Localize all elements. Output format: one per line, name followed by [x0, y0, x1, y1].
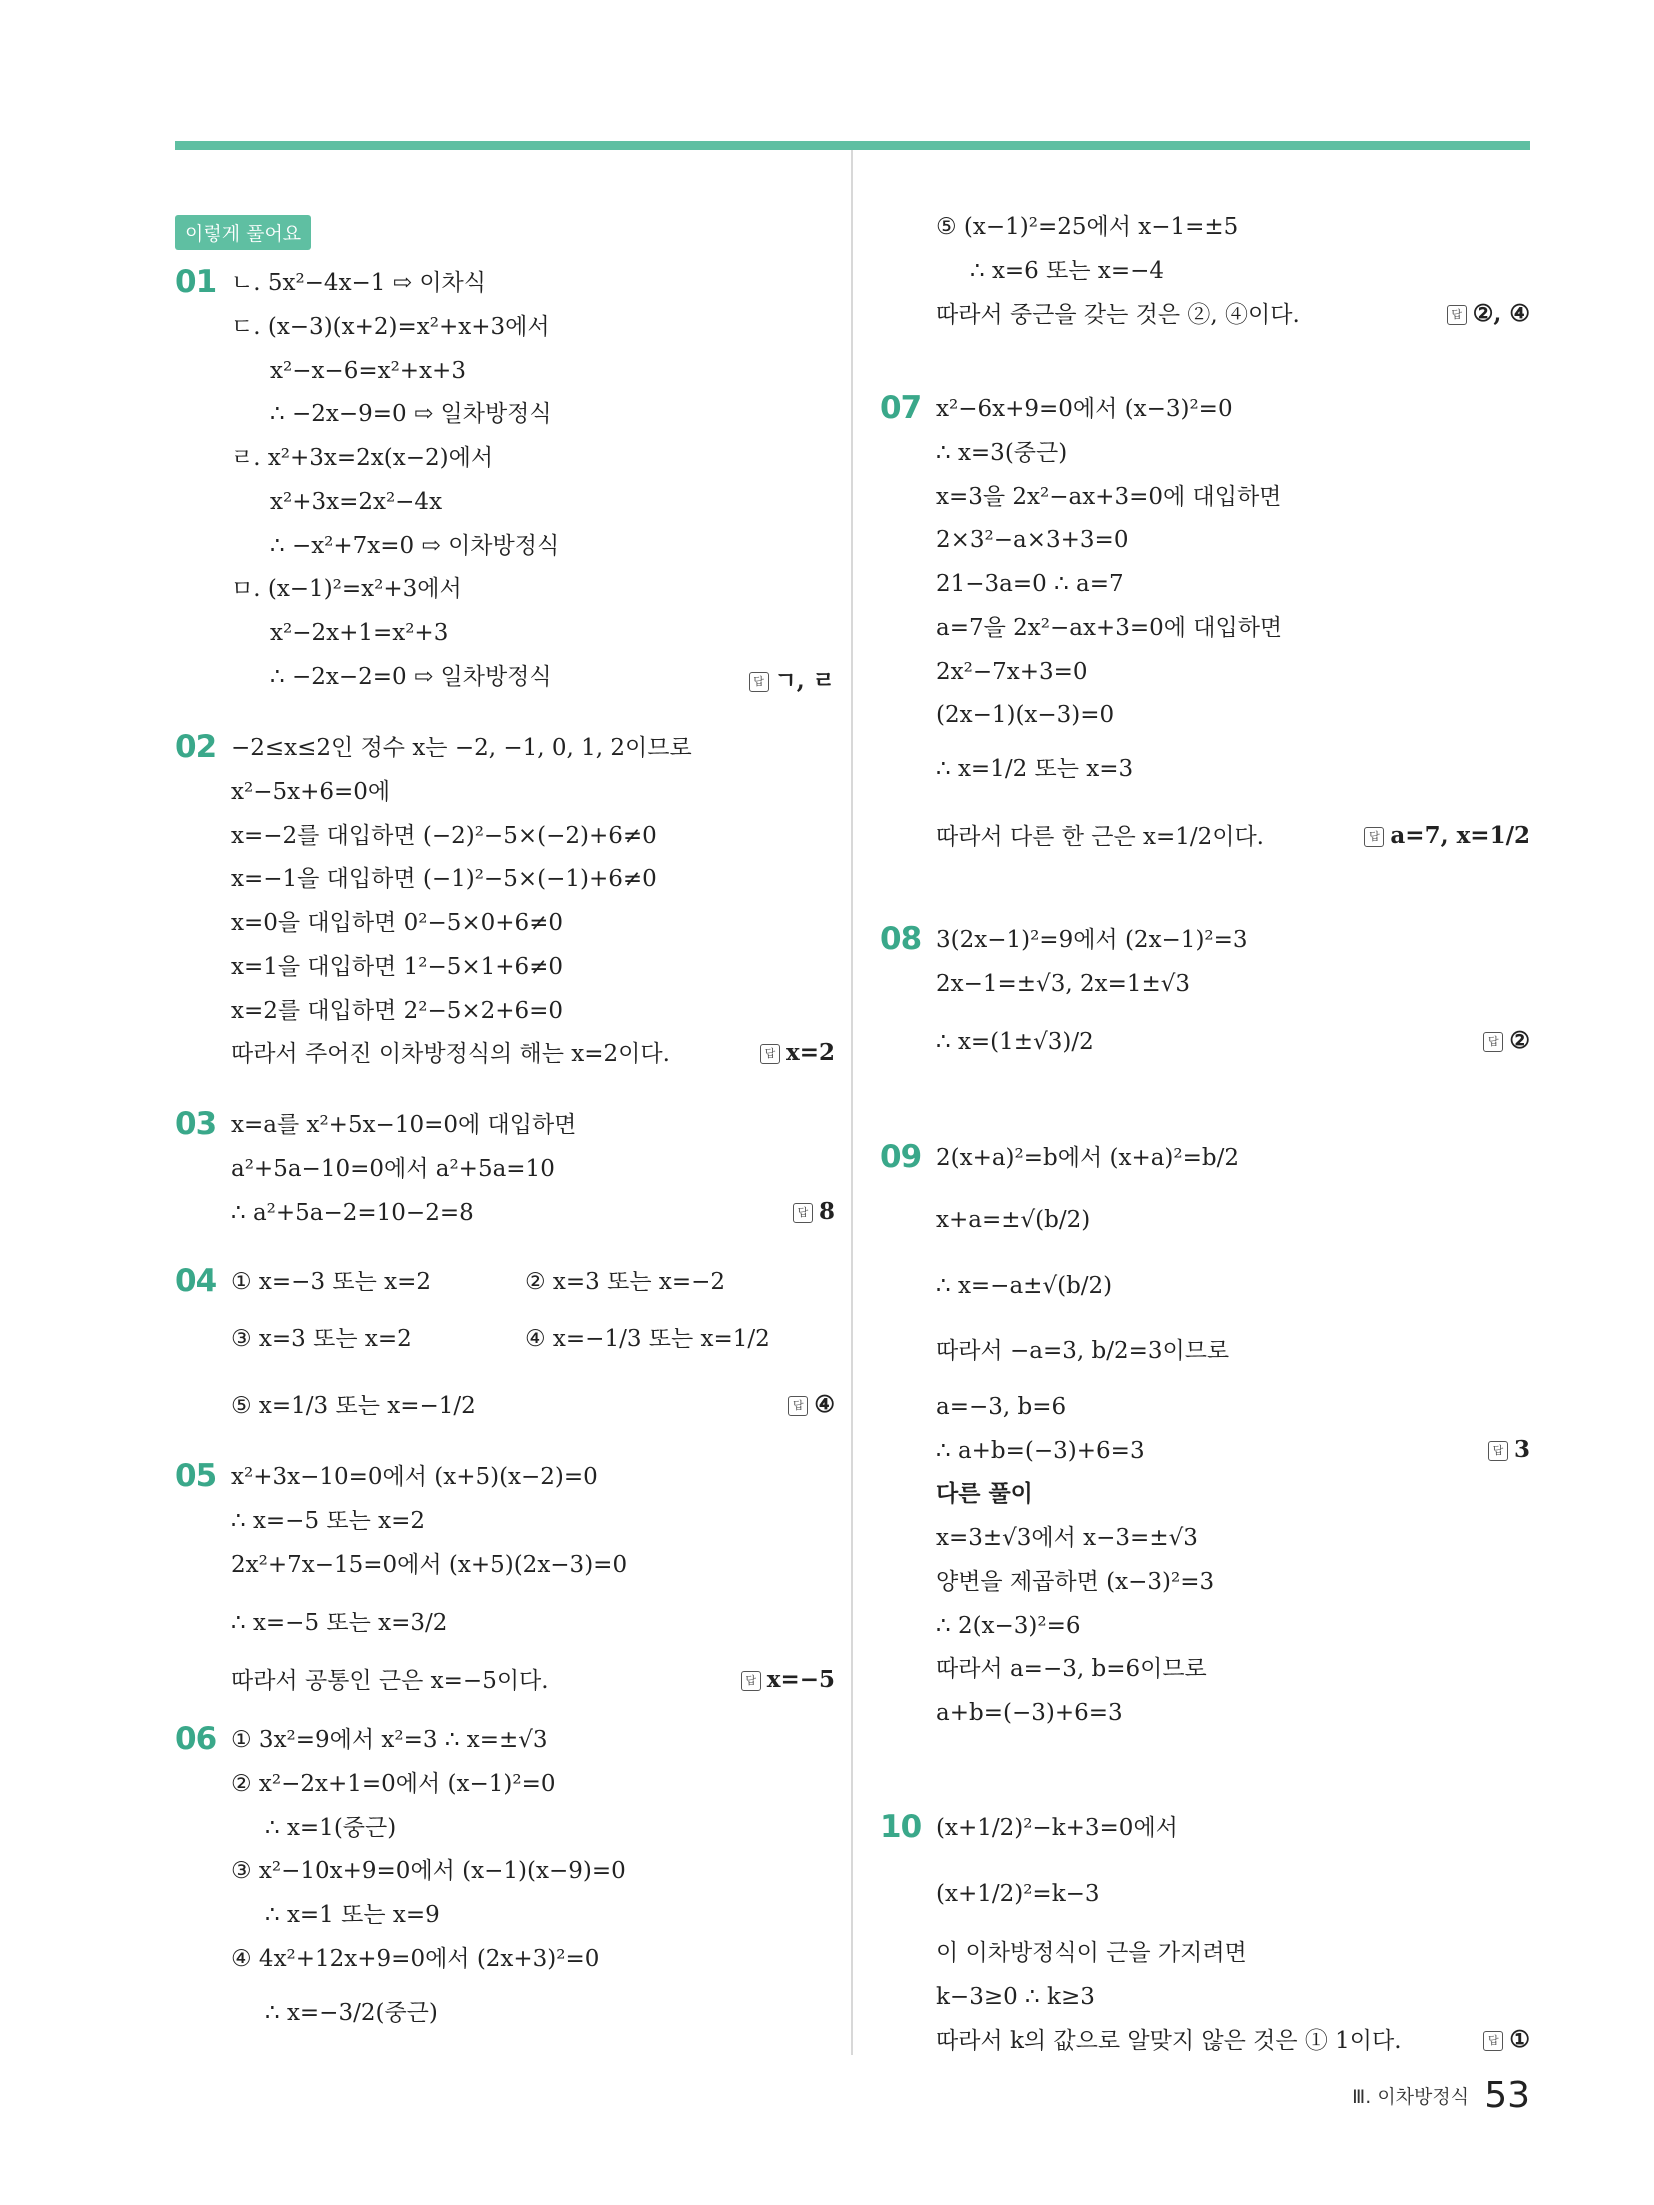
solution-line: ∴ x=1/2 또는 x=3: [936, 756, 1134, 782]
solution-line: (2x−1)(x−3)=0: [936, 702, 1115, 728]
solution-line: ② x=3 또는 x=−2: [525, 1269, 726, 1295]
top-accent-bar: [175, 141, 1530, 150]
solution-line: 21−3a=0 ∴ a=7: [936, 571, 1124, 597]
solution-line: 따라서 −a=3, b/2=3이므로: [936, 1338, 1230, 1364]
answer-box-icon: 답: [1483, 2031, 1503, 2051]
solution-line: ∴ x=−a±√(b/2): [936, 1273, 1113, 1299]
solution-line: ∴ −x²+7x=0 ⇨ 이차방정식: [270, 533, 560, 559]
solution-line: ① 3x²=9에서 x²=3 ∴ x=±√3: [231, 1727, 548, 1753]
solution-line: x=−1을 대입하면 (−1)²−5×(−1)+6≠0: [231, 866, 657, 892]
problem-number: 04: [175, 1263, 217, 1299]
solution-line: 2x²−7x+3=0: [936, 659, 1088, 685]
answer-box-icon: 답: [749, 672, 769, 692]
answer: 답 x=−5: [741, 1666, 835, 1693]
problem-number: 03: [175, 1106, 217, 1142]
answer: 답 ④: [788, 1391, 835, 1418]
solution-line: ∴ a+b=(−3)+6=3: [936, 1438, 1145, 1464]
solution-line: 따라서 다른 한 근은 x=1/2이다.: [936, 824, 1264, 850]
solution-line: x²−6x+9=0에서 (x−3)²=0: [936, 396, 1233, 422]
solution-line: ⑤ x=1/3 또는 x=−1/2: [231, 1393, 476, 1419]
solution-line: ② x²−2x+1=0에서 (x−1)²=0: [231, 1771, 556, 1797]
column-divider: [851, 150, 853, 2055]
problem-number: 01: [175, 264, 217, 300]
problem-number: 09: [880, 1139, 922, 1175]
answer-box-icon: 답: [1364, 827, 1384, 847]
answer-box-icon: 답: [1488, 1441, 1508, 1461]
solution-line: 따라서 a=−3, b=6이므로: [936, 1656, 1207, 1682]
solution-line: ∴ x=1(중근): [265, 1815, 397, 1841]
solution-line: ∴ −2x−2=0 ⇨ 일차방정식: [270, 664, 552, 690]
answer: 답 ②: [1483, 1027, 1530, 1054]
solution-line: x=0을 대입하면 0²−5×0+6≠0: [231, 910, 564, 936]
solution-line: x²+3x−10=0에서 (x+5)(x−2)=0: [231, 1464, 598, 1490]
problem-number: 05: [175, 1458, 217, 1494]
solution-line: ∴ x=(1±√3)/2: [936, 1029, 1094, 1055]
solution-line: x=2를 대입하면 2²−5×2+6=0: [231, 998, 564, 1024]
solution-line: a²+5a−10=0에서 a²+5a=10: [231, 1156, 555, 1182]
solution-line: (x+1/2)²=k−3: [936, 1881, 1100, 1907]
solution-line: 양변을 제곱하면 (x−3)²=3: [936, 1569, 1215, 1595]
answer-box-icon: 답: [760, 1044, 780, 1064]
solution-line: x²+3x=2x²−4x: [270, 489, 443, 515]
solution-line: k−3≥0 ∴ k≥3: [936, 1984, 1095, 2010]
solution-line: (x+1/2)²−k+3=0에서: [936, 1815, 1178, 1841]
solution-line: ③ x=3 또는 x=2: [231, 1326, 412, 1352]
solution-line: ∴ 2(x−3)²=6: [936, 1613, 1081, 1639]
solution-line: 따라서 공통인 근은 x=−5이다.: [231, 1668, 549, 1694]
solution-line: 따라서 k의 값으로 알맞지 않은 것은 ① 1이다.: [936, 2028, 1402, 2054]
solution-line: a+b=(−3)+6=3: [936, 1700, 1123, 1726]
solution-line: 3(2x−1)²=9에서 (2x−1)²=3: [936, 927, 1248, 953]
solution-line: a=7을 2x²−ax+3=0에 대입하면: [936, 615, 1283, 641]
solution-line: ㅁ. (x−1)²=x²+3에서: [231, 576, 462, 602]
solution-line: ③ x²−10x+9=0에서 (x−1)(x−9)=0: [231, 1858, 626, 1884]
answer-box-icon: 답: [788, 1396, 808, 1416]
solution-line: 2x²+7x−15=0에서 (x+5)(2x−3)=0: [231, 1552, 628, 1578]
answer: 답 x=2: [760, 1039, 835, 1066]
solution-line: 따라서 주어진 이차방정식의 해는 x=2이다.: [231, 1041, 670, 1067]
solution-line: x=−2를 대입하면 (−2)²−5×(−2)+6≠0: [231, 823, 657, 849]
solution-line: ⑤ (x−1)²=25에서 x−1=±5: [936, 214, 1239, 240]
solution-line: ∴ x=6 또는 x=−4: [970, 258, 1165, 284]
problem-number: 07: [880, 390, 922, 426]
solution-line: 2x−1=±√3, 2x=1±√3: [936, 971, 1191, 997]
alternative-solution-label: 다른 풀이: [936, 1481, 1033, 1507]
solution-line: ∴ x=−5 또는 x=2: [231, 1508, 426, 1534]
answer: 답 ㄱ, ㄹ: [749, 662, 835, 695]
solution-line: ④ 4x²+12x+9=0에서 (2x+3)²=0: [231, 1946, 600, 1972]
solution-line: ∴ x=3(중근): [936, 440, 1068, 466]
answer: 답 3: [1488, 1436, 1530, 1463]
answer: 답 ①: [1483, 2026, 1530, 2053]
solution-line: ∴ x=1 또는 x=9: [265, 1902, 440, 1928]
solution-line: x=3±√3에서 x−3=±√3: [936, 1525, 1198, 1551]
answer-box-icon: 답: [741, 1671, 761, 1691]
solution-line: x=3을 2x²−ax+3=0에 대입하면: [936, 484, 1282, 510]
problem-number: 06: [175, 1721, 217, 1757]
solution-line: ① x=−3 또는 x=2: [231, 1269, 432, 1295]
page-number: 53: [1484, 2075, 1530, 2116]
solution-line: x²−5x+6=0에: [231, 779, 391, 805]
solution-line: ∴ x=−5 또는 x=3/2: [231, 1610, 448, 1636]
solution-line: ㄴ. 5x²−4x−1 ⇨ 이차식: [231, 270, 486, 296]
answer-box-icon: 답: [1483, 1032, 1503, 1052]
answer-box-icon: 답: [1447, 305, 1467, 325]
solution-line: 따라서 중근을 갖는 것은 ②, ④이다.: [936, 302, 1300, 328]
solution-line: ㄹ. x²+3x=2x(x−2)에서: [231, 445, 494, 471]
solution-tag: 이렇게 풀어요: [175, 215, 311, 250]
solution-line: ∴ x=−3/2(중근): [265, 2000, 438, 2026]
solution-line: −2≤x≤2인 정수 x는 −2, −1, 0, 1, 2이므로: [231, 735, 692, 761]
answer: 답 8: [793, 1198, 835, 1225]
solution-line: x²−2x+1=x²+3: [270, 620, 449, 646]
problem-number: 10: [880, 1809, 922, 1845]
page-footer: [1352, 2075, 1530, 2116]
section-title: Ⅲ. 이차방정식: [1352, 2086, 1470, 2108]
solution-line: x²−x−6=x²+x+3: [270, 358, 466, 384]
answer: 답 ②, ④: [1447, 300, 1530, 327]
answer-box-icon: 답: [793, 1203, 813, 1223]
solution-line: a=−3, b=6: [936, 1394, 1067, 1420]
solution-line: 2×3²−a×3+3=0: [936, 527, 1129, 553]
solution-line: ∴ a²+5a−2=10−2=8: [231, 1200, 474, 1226]
problem-number: 08: [880, 921, 922, 957]
solution-line: 이 이차방정식이 근을 가지려면: [936, 1940, 1247, 1966]
solution-line: x+a=±√(b/2): [936, 1207, 1091, 1233]
solution-line: x=a를 x²+5x−10=0에 대입하면: [231, 1112, 577, 1138]
problem-number: 02: [175, 729, 217, 765]
solution-line: ㄷ. (x−3)(x+2)=x²+x+3에서: [231, 314, 550, 340]
solution-line: 2(x+a)²=b에서 (x+a)²=b/2: [936, 1145, 1239, 1171]
solution-line: ④ x=−1/3 또는 x=1/2: [525, 1326, 770, 1352]
solution-line: ∴ −2x−9=0 ⇨ 일차방정식: [270, 401, 552, 427]
answer: 답 a=7, x=1/2: [1364, 822, 1530, 849]
solution-line: x=1을 대입하면 1²−5×1+6≠0: [231, 954, 564, 980]
